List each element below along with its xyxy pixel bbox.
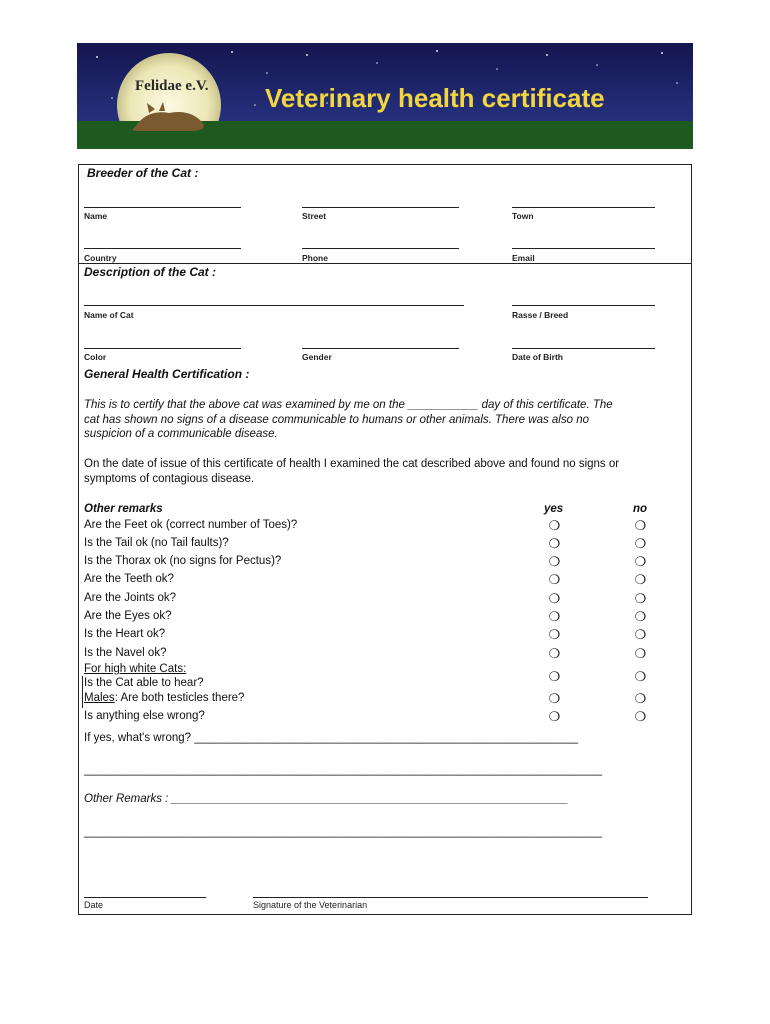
question-thorax: Is the Thorax ok (no signs for Pectus)? bbox=[84, 555, 282, 567]
name-label: Name bbox=[84, 211, 108, 221]
street-field[interactable] bbox=[302, 207, 459, 208]
tail-no-radio[interactable]: ❍ bbox=[634, 536, 647, 551]
question-feet: Are the Feet ok (correct number of Toes)? bbox=[84, 519, 298, 531]
question-hearing: Is the Cat able to hear? bbox=[84, 677, 204, 689]
question-else: Is anything else wrong? bbox=[84, 710, 205, 722]
males-question-text: : Are both testicles there? bbox=[114, 692, 245, 704]
certify-paragraph bbox=[84, 398, 613, 442]
males-label: Males bbox=[84, 692, 115, 704]
thorax-no-radio[interactable]: ❍ bbox=[634, 554, 647, 569]
certify-line-1: This is to certify that the above cat was examined by me on the ___________ day of this certificate. The bbox=[84, 399, 613, 411]
email-field[interactable] bbox=[512, 248, 655, 249]
question-heart: Is the Heart ok? bbox=[84, 628, 166, 640]
country-label: Country bbox=[84, 253, 117, 263]
header-banner bbox=[77, 43, 693, 149]
eyes-no-radio[interactable]: ❍ bbox=[634, 609, 647, 624]
feet-yes-radio[interactable]: ❍ bbox=[548, 518, 561, 533]
gender-field[interactable] bbox=[302, 348, 459, 349]
other-remarks-field[interactable]: Other Remarks : ______________________________________________________________ bbox=[84, 793, 569, 805]
males-yes-radio[interactable]: ❍ bbox=[548, 691, 561, 706]
gender-label: Gender bbox=[302, 352, 332, 362]
tail-yes-radio[interactable]: ❍ bbox=[548, 536, 561, 551]
white-cats-label: For high white Cats: bbox=[84, 663, 187, 675]
question-teeth: Are the Teeth ok? bbox=[84, 573, 174, 585]
health-heading: General Health Certification : bbox=[84, 367, 250, 381]
question-males bbox=[84, 692, 244, 704]
description-heading: Description of the Cat : bbox=[84, 265, 217, 279]
breed-label: Rasse / Breed bbox=[512, 310, 569, 320]
issue-line-1: On the date of issue of this certificate of health I examined the cat described above and found no signs or bbox=[84, 458, 620, 470]
breed-field[interactable] bbox=[512, 305, 655, 306]
phone-label: Phone bbox=[302, 253, 328, 263]
dob-label: Date of Birth bbox=[512, 352, 563, 362]
banner-graphic bbox=[77, 43, 693, 149]
white-cats-bracket bbox=[82, 676, 83, 708]
town-label: Town bbox=[512, 211, 534, 221]
street-label: Street bbox=[302, 211, 327, 221]
issue-line-2: symptoms of contagious disease. bbox=[84, 472, 255, 485]
if-yes-continuation-field[interactable]: _________________________________________________________________________________ bbox=[84, 764, 603, 776]
question-joints: Are the Joints ok? bbox=[84, 592, 177, 604]
teeth-yes-radio[interactable]: ❍ bbox=[548, 572, 561, 587]
yes-column-header: yes bbox=[544, 503, 564, 515]
logo-text: Felidae e.V. bbox=[135, 78, 209, 94]
signature-field[interactable] bbox=[253, 897, 648, 898]
breeder-heading: Breeder of the Cat : bbox=[87, 166, 199, 180]
phone-field[interactable] bbox=[302, 248, 459, 249]
heart-no-radio[interactable]: ❍ bbox=[634, 627, 647, 642]
no-column-header: no bbox=[633, 503, 648, 515]
email-label: Email bbox=[512, 253, 535, 263]
certify-line-3: suspicion of a communicable disease. bbox=[84, 428, 278, 440]
banner-title: Veterinary health certificate bbox=[265, 83, 605, 113]
else-yes-radio[interactable]: ❍ bbox=[548, 709, 561, 724]
issue-paragraph bbox=[84, 457, 619, 486]
cat-name-label: Name of Cat bbox=[84, 310, 134, 320]
question-eyes: Are the Eyes ok? bbox=[84, 610, 172, 622]
date-label: Date bbox=[84, 900, 104, 910]
section-divider bbox=[78, 263, 692, 264]
question-tail: Is the Tail ok (no Tail faults)? bbox=[84, 537, 229, 549]
hearing-no-radio[interactable]: ❍ bbox=[634, 669, 647, 684]
thorax-yes-radio[interactable]: ❍ bbox=[548, 554, 561, 569]
date-field[interactable] bbox=[84, 897, 206, 898]
feet-no-radio[interactable]: ❍ bbox=[634, 518, 647, 533]
cat-name-field[interactable] bbox=[84, 305, 464, 306]
certify-line-2: cat has shown no signs of a disease communicable to humans or other animals. There was also no bbox=[84, 413, 589, 426]
country-field[interactable] bbox=[84, 248, 241, 249]
hearing-yes-radio[interactable]: ❍ bbox=[548, 669, 561, 684]
signature-label: Signature of the Veterinarian bbox=[253, 900, 368, 910]
town-field[interactable] bbox=[512, 207, 655, 208]
navel-no-radio[interactable]: ❍ bbox=[634, 646, 647, 661]
eyes-yes-radio[interactable]: ❍ bbox=[548, 609, 561, 624]
males-no-radio[interactable]: ❍ bbox=[634, 691, 647, 706]
navel-yes-radio[interactable]: ❍ bbox=[548, 646, 561, 661]
joints-no-radio[interactable]: ❍ bbox=[634, 591, 647, 606]
name-field[interactable] bbox=[84, 207, 241, 208]
dob-field[interactable] bbox=[512, 348, 655, 349]
other-remarks-continuation-field[interactable]: _________________________________________________________________________________ bbox=[84, 826, 603, 838]
color-label: Color bbox=[84, 352, 107, 362]
question-navel: Is the Navel ok? bbox=[84, 647, 167, 659]
else-no-radio[interactable]: ❍ bbox=[634, 709, 647, 724]
teeth-no-radio[interactable]: ❍ bbox=[634, 572, 647, 587]
color-field[interactable] bbox=[84, 348, 241, 349]
other-remarks-heading: Other remarks bbox=[84, 503, 163, 515]
if-yes-field[interactable]: If yes, what's wrong? ____________________________________________________________ bbox=[84, 732, 578, 744]
heart-yes-radio[interactable]: ❍ bbox=[548, 627, 561, 642]
joints-yes-radio[interactable]: ❍ bbox=[548, 591, 561, 606]
